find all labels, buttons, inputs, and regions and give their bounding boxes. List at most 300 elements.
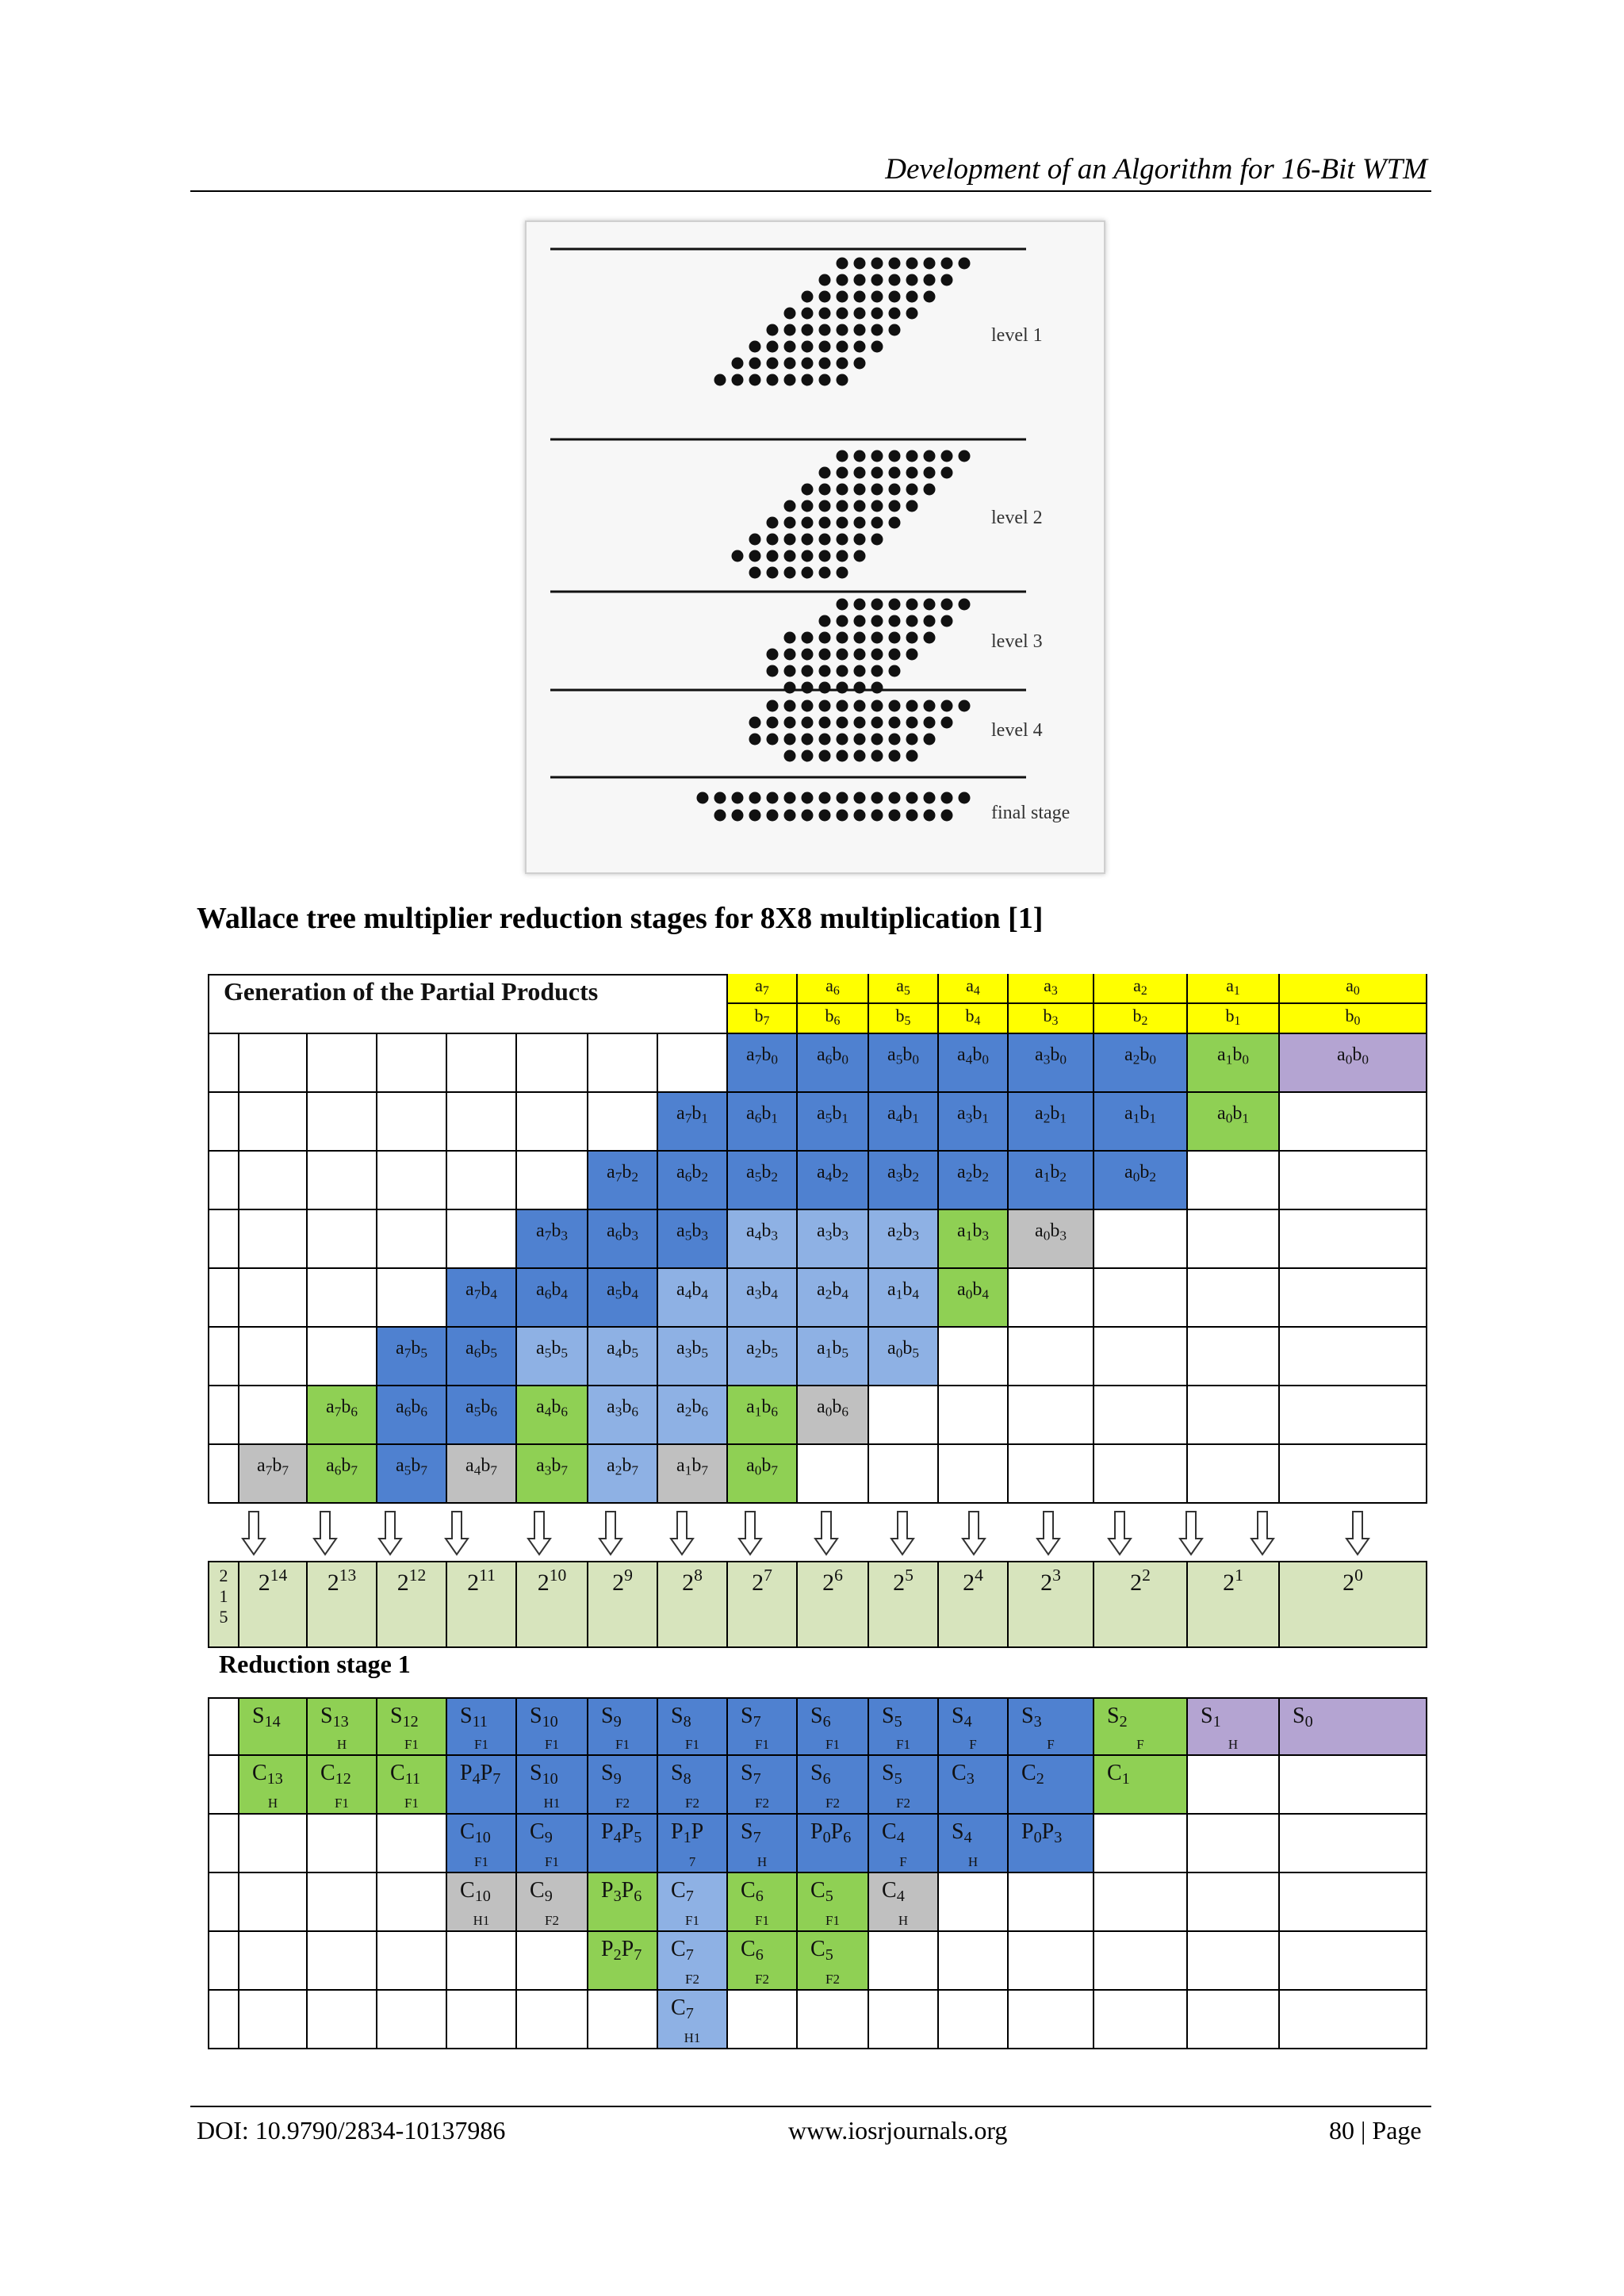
reduction-symbol: $S_8$ xyxy=(671,1704,691,1731)
dot xyxy=(906,599,918,611)
reduction-symbol: $P_0P_3$ xyxy=(1021,1819,1063,1847)
empty-cell xyxy=(239,1269,308,1328)
a-label-cell: $a_3$ xyxy=(1009,974,1094,1004)
dot xyxy=(871,649,883,661)
reduction-symbol: $S_{10}$ xyxy=(530,1761,558,1788)
power-of-two-cell: $2^{11}$ xyxy=(447,1561,517,1648)
dot xyxy=(802,700,814,712)
dot xyxy=(784,374,796,386)
dot xyxy=(889,632,901,644)
dot xyxy=(924,717,936,729)
empty-cell xyxy=(1094,1328,1188,1386)
dot xyxy=(871,615,883,627)
partial-product-cell: $a_5b_5$ xyxy=(517,1328,588,1386)
reduction-symbol: $C_4$ xyxy=(882,1878,905,1906)
empty-cell xyxy=(447,1932,517,1991)
reduction-stage-title: Reduction stage 1 xyxy=(219,1650,411,1678)
dot xyxy=(837,291,848,303)
reduction-cell xyxy=(658,1873,728,1932)
b-label-cell: $b_1$ xyxy=(1188,1004,1280,1034)
reduction-cell xyxy=(308,1697,377,1756)
partial-product-cell: $a_7b_7$ xyxy=(239,1445,308,1504)
empty-cell xyxy=(208,1697,239,1756)
reduction-cell xyxy=(658,1932,728,1991)
wallace-table xyxy=(208,974,1427,2051)
dot xyxy=(749,717,761,729)
reduction-symbol: $S_{14}$ xyxy=(252,1704,281,1731)
dot xyxy=(819,567,831,579)
dot xyxy=(889,274,901,286)
dot xyxy=(871,734,883,746)
dot xyxy=(871,810,883,822)
dot xyxy=(714,810,726,822)
reduction-symbol: $S_7$ xyxy=(741,1761,761,1788)
partial-product-cell: $a_3b_3$ xyxy=(798,1210,869,1269)
reduction-symbol: $C_4$ xyxy=(882,1819,905,1847)
power-of-two-cell: $2^7$ xyxy=(728,1561,798,1648)
dot xyxy=(924,484,936,496)
dot xyxy=(802,308,814,320)
dot xyxy=(802,500,814,512)
partial-product-cell: $a_1b_6$ xyxy=(728,1386,798,1445)
empty-cell xyxy=(377,1932,447,1991)
dot xyxy=(941,450,953,462)
partial-product-cell: $a_6b_7$ xyxy=(308,1445,377,1504)
adder-tag: F2 xyxy=(685,1972,699,1987)
dot xyxy=(906,274,918,286)
partial-product-cell: $a_4b_5$ xyxy=(588,1328,658,1386)
empty-cell xyxy=(239,1991,308,2049)
reduction-cell xyxy=(239,1756,308,1815)
dot xyxy=(854,615,866,627)
down-arrow-icon xyxy=(963,1512,985,1554)
b-label-cell: $b_5$ xyxy=(869,1004,939,1034)
dot xyxy=(837,274,848,286)
dot xyxy=(889,665,901,677)
reduction-cell xyxy=(1009,1815,1094,1873)
dot xyxy=(889,717,901,729)
adder-tag: F1 xyxy=(755,1913,769,1928)
empty-cell xyxy=(1094,1932,1188,1991)
reduction-symbol: $C_{12}$ xyxy=(320,1761,351,1788)
empty-cell xyxy=(1009,1269,1094,1328)
dot xyxy=(854,665,866,677)
partial-product-cell: $a_3b_5$ xyxy=(658,1328,728,1386)
dot xyxy=(837,324,848,336)
empty-cell xyxy=(1188,1386,1280,1445)
empty-cell xyxy=(377,1991,447,2049)
dot xyxy=(854,341,866,353)
dot xyxy=(889,792,901,804)
reduction-symbol: $C_7$ xyxy=(671,1878,694,1906)
down-arrow-icon xyxy=(1251,1512,1274,1554)
adder-tag: F1 xyxy=(755,1737,769,1752)
dot xyxy=(837,734,848,746)
partial-product-cell: $a_4b_0$ xyxy=(939,1034,1009,1093)
empty-cell xyxy=(869,1445,939,1504)
dot xyxy=(941,274,953,286)
empty-cell xyxy=(1009,1328,1094,1386)
reduction-symbol: $S_{12}$ xyxy=(390,1704,419,1731)
dot xyxy=(819,484,831,496)
dot xyxy=(837,665,848,677)
dot xyxy=(819,734,831,746)
adder-tag: H xyxy=(1228,1737,1239,1752)
empty-cell xyxy=(1009,1445,1094,1504)
dot xyxy=(837,750,848,762)
dot xyxy=(889,734,901,746)
reduction-symbol: $C_6$ xyxy=(741,1937,764,1964)
dot xyxy=(732,374,744,386)
dot xyxy=(732,358,744,370)
a-label-cell: $a_2$ xyxy=(1094,974,1188,1004)
reduction-symbol: $S_6$ xyxy=(810,1761,831,1788)
empty-cell xyxy=(1280,1445,1427,1504)
dot xyxy=(767,374,779,386)
reduction-cell xyxy=(1009,1756,1094,1815)
dot xyxy=(837,534,848,546)
dot xyxy=(784,324,796,336)
dot xyxy=(889,500,901,512)
dot xyxy=(889,649,901,661)
table-title: Generation of the Partial Products xyxy=(224,977,599,1006)
empty-cell xyxy=(377,1034,447,1093)
partial-product-cell: $a_0b_6$ xyxy=(798,1386,869,1445)
dot xyxy=(732,550,744,562)
empty-cell xyxy=(1009,1386,1094,1445)
dot xyxy=(854,484,866,496)
empty-cell xyxy=(1280,1991,1427,2049)
dot xyxy=(941,599,953,611)
empty-cell xyxy=(447,1152,517,1210)
partial-product-cell: $a_4b_1$ xyxy=(869,1093,939,1152)
dot xyxy=(784,534,796,546)
dot xyxy=(802,632,814,644)
partial-product-cell: $a_5b_0$ xyxy=(869,1034,939,1093)
dot xyxy=(767,550,779,562)
empty-cell xyxy=(939,1991,1009,2049)
empty-cell xyxy=(1280,1756,1427,1815)
a-label-cell: $a_5$ xyxy=(869,974,939,1004)
reduction-cell xyxy=(588,1873,658,1932)
down-arrow-icon xyxy=(314,1512,336,1554)
empty-cell xyxy=(208,1269,239,1328)
reduction-cell xyxy=(517,1697,588,1756)
wallace-dot-figure xyxy=(525,220,1105,874)
empty-cell xyxy=(1280,1093,1427,1152)
empty-cell xyxy=(1094,1269,1188,1328)
reduction-symbol: $S_4$ xyxy=(952,1704,972,1731)
dot xyxy=(906,717,918,729)
reduction-cell xyxy=(728,1697,798,1756)
dot xyxy=(941,615,953,627)
dot xyxy=(784,665,796,677)
empty-cell xyxy=(239,1386,308,1445)
power-of-two-cell: $2^{12}$ xyxy=(377,1561,447,1648)
power-of-two-cell: $2^{13}$ xyxy=(308,1561,377,1648)
dot xyxy=(906,649,918,661)
dot xyxy=(802,567,814,579)
partial-product-cell: $a_7b_4$ xyxy=(447,1269,517,1328)
empty-cell xyxy=(377,1093,447,1152)
partial-product-cell: $a_7b_2$ xyxy=(588,1152,658,1210)
dot xyxy=(837,358,848,370)
adder-tag: F1 xyxy=(545,1737,559,1752)
empty-cell xyxy=(308,1093,377,1152)
dot xyxy=(784,750,796,762)
dot xyxy=(871,467,883,479)
dot xyxy=(906,484,918,496)
empty-cell xyxy=(939,1386,1009,1445)
b-label-cell: $b_4$ xyxy=(939,1004,1009,1034)
partial-product-cell: $a_7b_5$ xyxy=(377,1328,447,1386)
dot xyxy=(819,792,831,804)
reduction-symbol: $C_{11}$ xyxy=(390,1761,421,1788)
dot xyxy=(802,374,814,386)
reduction-cell xyxy=(798,1932,869,1991)
empty-cell xyxy=(308,1034,377,1093)
reduction-symbol: $C_6$ xyxy=(741,1878,764,1906)
dot xyxy=(749,810,761,822)
reduction-symbol: $S_{10}$ xyxy=(530,1704,558,1731)
partial-product-cell: $a_0b_2$ xyxy=(1094,1152,1188,1210)
reduction-cell xyxy=(869,1815,939,1873)
empty-cell xyxy=(208,1873,239,1932)
reduction-cell xyxy=(1009,1697,1094,1756)
dot xyxy=(889,517,901,529)
dot xyxy=(767,792,779,804)
adder-tag: F2 xyxy=(615,1796,630,1811)
empty-cell xyxy=(447,1210,517,1269)
reduction-cell xyxy=(658,1815,728,1873)
dot xyxy=(819,534,831,546)
dot xyxy=(784,550,796,562)
dot xyxy=(767,534,779,546)
empty-cell xyxy=(1280,1210,1427,1269)
dot xyxy=(767,810,779,822)
empty-cell xyxy=(588,1991,658,2049)
reduction-symbol: $S_6$ xyxy=(810,1704,831,1731)
dot xyxy=(871,599,883,611)
dot xyxy=(837,550,848,562)
reduction-symbol: $S_1$ xyxy=(1201,1704,1221,1731)
reduction-symbol: $C_5$ xyxy=(810,1878,833,1906)
dot xyxy=(906,734,918,746)
dot xyxy=(837,632,848,644)
empty-cell xyxy=(1188,1991,1280,2049)
partial-product-cell: $a_6b_4$ xyxy=(517,1269,588,1328)
partial-product-cell: $a_2b_1$ xyxy=(1009,1093,1094,1152)
partial-product-cell: $a_5b_7$ xyxy=(377,1445,447,1504)
dot xyxy=(819,700,831,712)
dot xyxy=(924,810,936,822)
adder-tag: F1 xyxy=(896,1737,910,1752)
adder-tag: F2 xyxy=(825,1972,840,1987)
adder-tag: H xyxy=(756,1854,768,1869)
dot xyxy=(784,308,796,320)
partial-product-cell: $a_7b_0$ xyxy=(728,1034,798,1093)
b-label-cell: $b_0$ xyxy=(1280,1004,1427,1034)
dot xyxy=(871,682,883,694)
dot xyxy=(941,792,953,804)
empty-cell xyxy=(1009,1873,1094,1932)
dot xyxy=(871,308,883,320)
empty-cell xyxy=(939,1328,1009,1386)
partial-product-cell: $a_4b_3$ xyxy=(728,1210,798,1269)
adder-tag: F1 xyxy=(615,1737,630,1752)
empty-cell xyxy=(208,1386,239,1445)
dot xyxy=(889,291,901,303)
reduction-symbol: $C_7$ xyxy=(671,1995,694,2023)
empty-cell xyxy=(517,1093,588,1152)
empty-cell xyxy=(208,1210,239,1269)
empty-cell xyxy=(208,1756,239,1815)
down-arrows-row xyxy=(208,1504,1427,1561)
dot xyxy=(924,467,936,479)
empty-cell xyxy=(308,1269,377,1328)
partial-product-cell: $a_6b_1$ xyxy=(728,1093,798,1152)
dot xyxy=(837,649,848,661)
empty-cell xyxy=(1188,1932,1280,1991)
dot xyxy=(889,810,901,822)
adder-tag: F2 xyxy=(755,1972,769,1987)
dot xyxy=(802,682,814,694)
dot xyxy=(802,324,814,336)
dot xyxy=(697,792,709,804)
dot xyxy=(871,792,883,804)
reduction-cell xyxy=(447,1873,517,1932)
empty-cell xyxy=(1009,1991,1094,2049)
dot xyxy=(819,550,831,562)
down-arrow-icon xyxy=(599,1512,622,1554)
dot xyxy=(871,534,883,546)
reduction-cell xyxy=(658,1697,728,1756)
partial-product-cell: $a_1b_7$ xyxy=(658,1445,728,1504)
dot xyxy=(749,358,761,370)
dot xyxy=(819,324,831,336)
reduction-cell xyxy=(869,1756,939,1815)
dot xyxy=(959,450,971,462)
dot xyxy=(819,308,831,320)
dot xyxy=(784,734,796,746)
empty-cell xyxy=(939,1932,1009,1991)
empty-cell xyxy=(208,1445,239,1504)
dot xyxy=(802,534,814,546)
dot xyxy=(837,374,848,386)
reduction-cell xyxy=(728,1873,798,1932)
reduction-cell xyxy=(447,1756,517,1815)
empty-cell xyxy=(447,1034,517,1093)
reduction-cell xyxy=(447,1697,517,1756)
empty-cell xyxy=(1280,1873,1427,1932)
dot xyxy=(819,517,831,529)
adder-tag: F1 xyxy=(335,1796,349,1811)
dot xyxy=(854,517,866,529)
dot xyxy=(819,500,831,512)
final-stage-label: final stage xyxy=(991,803,1071,823)
dot xyxy=(871,750,883,762)
adder-tag: F1 xyxy=(474,1854,488,1869)
reduction-cell xyxy=(798,1873,869,1932)
reduction-symbol: $S_9$ xyxy=(601,1704,622,1731)
partial-product-cell: $a_2b_5$ xyxy=(728,1328,798,1386)
dot xyxy=(906,258,918,270)
dot xyxy=(767,649,779,661)
dot xyxy=(767,324,779,336)
reduction-symbol: $C_7$ xyxy=(671,1937,694,1964)
dot xyxy=(871,500,883,512)
partial-product-cell: $a_3b_0$ xyxy=(1009,1034,1094,1093)
dot xyxy=(837,484,848,496)
dot xyxy=(784,700,796,712)
dot xyxy=(732,792,744,804)
adder-tag: 7 xyxy=(688,1854,696,1869)
reduction-cell xyxy=(1094,1756,1188,1815)
partial-product-cell: $a_0b_3$ xyxy=(1009,1210,1094,1269)
empty-cell xyxy=(1280,1815,1427,1873)
reduction-symbol: $P_3P_6$ xyxy=(601,1878,642,1906)
empty-cell xyxy=(1188,1210,1280,1269)
empty-cell xyxy=(377,1815,447,1873)
reduction-symbol: $P_4P_7$ xyxy=(460,1761,501,1788)
reduction-cell xyxy=(869,1873,939,1932)
reduction-symbol: $S_5$ xyxy=(882,1761,902,1788)
b-label-cell: $b_7$ xyxy=(728,1004,798,1034)
adder-tag: H xyxy=(967,1854,979,1869)
empty-cell xyxy=(1094,1445,1188,1504)
dot xyxy=(837,700,848,712)
empty-cell xyxy=(377,1210,447,1269)
dot xyxy=(854,682,866,694)
empty-cell xyxy=(939,1445,1009,1504)
down-arrow-icon xyxy=(528,1512,550,1554)
power-of-two-cell: $2^{10}$ xyxy=(517,1561,588,1648)
partial-product-cell: $a_3b_6$ xyxy=(588,1386,658,1445)
partial-product-cell: $a_7b_3$ xyxy=(517,1210,588,1269)
reduction-cell xyxy=(798,1697,869,1756)
dot xyxy=(889,258,901,270)
dot xyxy=(906,810,918,822)
empty-cell xyxy=(239,1932,308,1991)
dot xyxy=(854,750,866,762)
dot xyxy=(871,258,883,270)
dot xyxy=(906,632,918,644)
dot xyxy=(959,599,971,611)
level-4-label: level 4 xyxy=(991,720,1043,741)
footer-page-number: 80 | Page xyxy=(1329,2116,1422,2145)
power-of-two-cell: $2^5$ xyxy=(869,1561,939,1648)
empty-cell xyxy=(208,1152,239,1210)
reduction-cell xyxy=(869,1697,939,1756)
dot xyxy=(819,632,831,644)
empty-cell xyxy=(239,1873,308,1932)
reduction-cell xyxy=(798,1756,869,1815)
empty-cell xyxy=(517,1991,588,2049)
empty-cell xyxy=(447,1991,517,2049)
empty-cell xyxy=(208,1328,239,1386)
reduction-symbol: $C_9$ xyxy=(530,1819,553,1847)
adder-tag: F1 xyxy=(474,1737,488,1752)
dot xyxy=(871,274,883,286)
figure-caption: Wallace tree multiplier reduction stages for 8X8 multiplication [1] xyxy=(197,902,1044,935)
dot xyxy=(924,632,936,644)
dot xyxy=(784,632,796,644)
partial-product-cell: $a_4b_2$ xyxy=(798,1152,869,1210)
b-label-cell: $b_6$ xyxy=(798,1004,869,1034)
dot xyxy=(837,682,848,694)
dot xyxy=(837,517,848,529)
reduction-symbol: $S_9$ xyxy=(601,1761,622,1788)
